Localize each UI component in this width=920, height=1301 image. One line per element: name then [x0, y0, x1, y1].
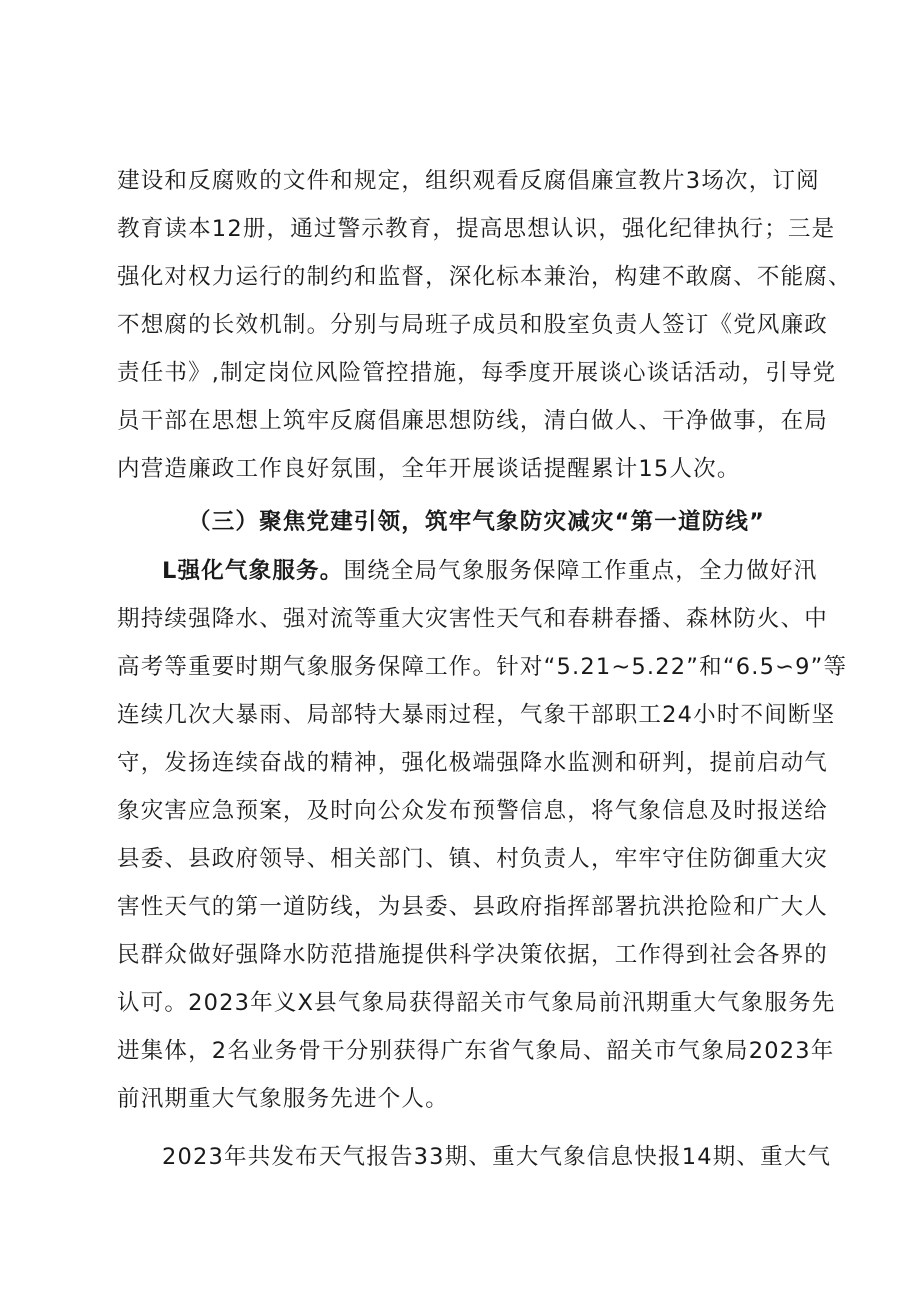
- text-line: 期持续强降水、强对流等重大灾害性天气和春耕春播、森林防火、中: [117, 606, 829, 632]
- paragraph-text: 围绕全局气象服务保障工作重点，全力做好汛: [343, 558, 818, 584]
- paragraph-first-line: 2023年共发布天气报告33期、重大气象信息快报14期、重大气: [162, 1144, 832, 1170]
- paragraph-first-line: [162, 556, 817, 586]
- text-line: 进集体，2名业务骨干分别获得广东省气象局、韶关市气象局2023年: [117, 1038, 835, 1064]
- text-line: 不想腐的长效机制。分别与局班子成员和股室负责人签订《党风廉政: [117, 312, 829, 338]
- text-line: 内营造廉政工作良好氛围，全年开展谈话提醒累计15人次。: [117, 456, 741, 482]
- text-line: 员干部在思想上筑牢反腐倡廉思想防线，清白做人、干净做事，在局: [117, 408, 829, 434]
- text-line: 害性天气的第一道防线，为县委、县政府指挥部署抗洪抢险和广大人: [117, 894, 829, 920]
- section-heading: （三）聚焦党建引领，筑牢气象防灾减灾“第一道防线”: [188, 509, 766, 535]
- text-line: 认可。2023年义X县气象局获得韶关市气象局前汛期重大气象服务先: [117, 990, 836, 1016]
- text-line: 建设和反腐败的文件和规定，组织观看反腐倡廉宣教片3场次，订阅: [117, 168, 820, 194]
- text-line: 守，发扬连续奋战的精神，强化极端强降水监测和研判，提前启动气: [117, 750, 829, 776]
- text-line: 象灾害应急预案，及时向公众发布预警信息，将气象信息及时报送给: [117, 798, 829, 824]
- text-line: 教育读本12册，通过警示教育，提高思想认识，强化纪律执行；三是: [117, 216, 836, 242]
- text-line: 前汛期重大气象服务先进个人。: [117, 1086, 449, 1112]
- text-line: 连续几次大暴雨、局部特大暴雨过程，气象干部职工24小时不间断坚: [117, 702, 836, 728]
- text-line: 民群众做好强降水防范措施提供科学决策依据，工作得到社会各界的: [117, 942, 829, 968]
- paragraph-lead: L强化气象服务。: [162, 558, 344, 584]
- text-line: 高考等重要时期气象服务保障工作。针对“5.21~5.22”和“6.5∽9”等: [117, 654, 848, 680]
- text-line: 县委、县政府领导、相关部门、镇、村负责人，牢牢守住防御重大灾: [117, 846, 829, 872]
- text-line: 责任书》,制定岗位风险管控措施，每季度开展谈心谈话活动，引导党: [117, 360, 837, 386]
- text-line: 强化对权力运行的制约和监督，深化标本兼治，构建不敢腐、不能腐、: [117, 264, 852, 290]
